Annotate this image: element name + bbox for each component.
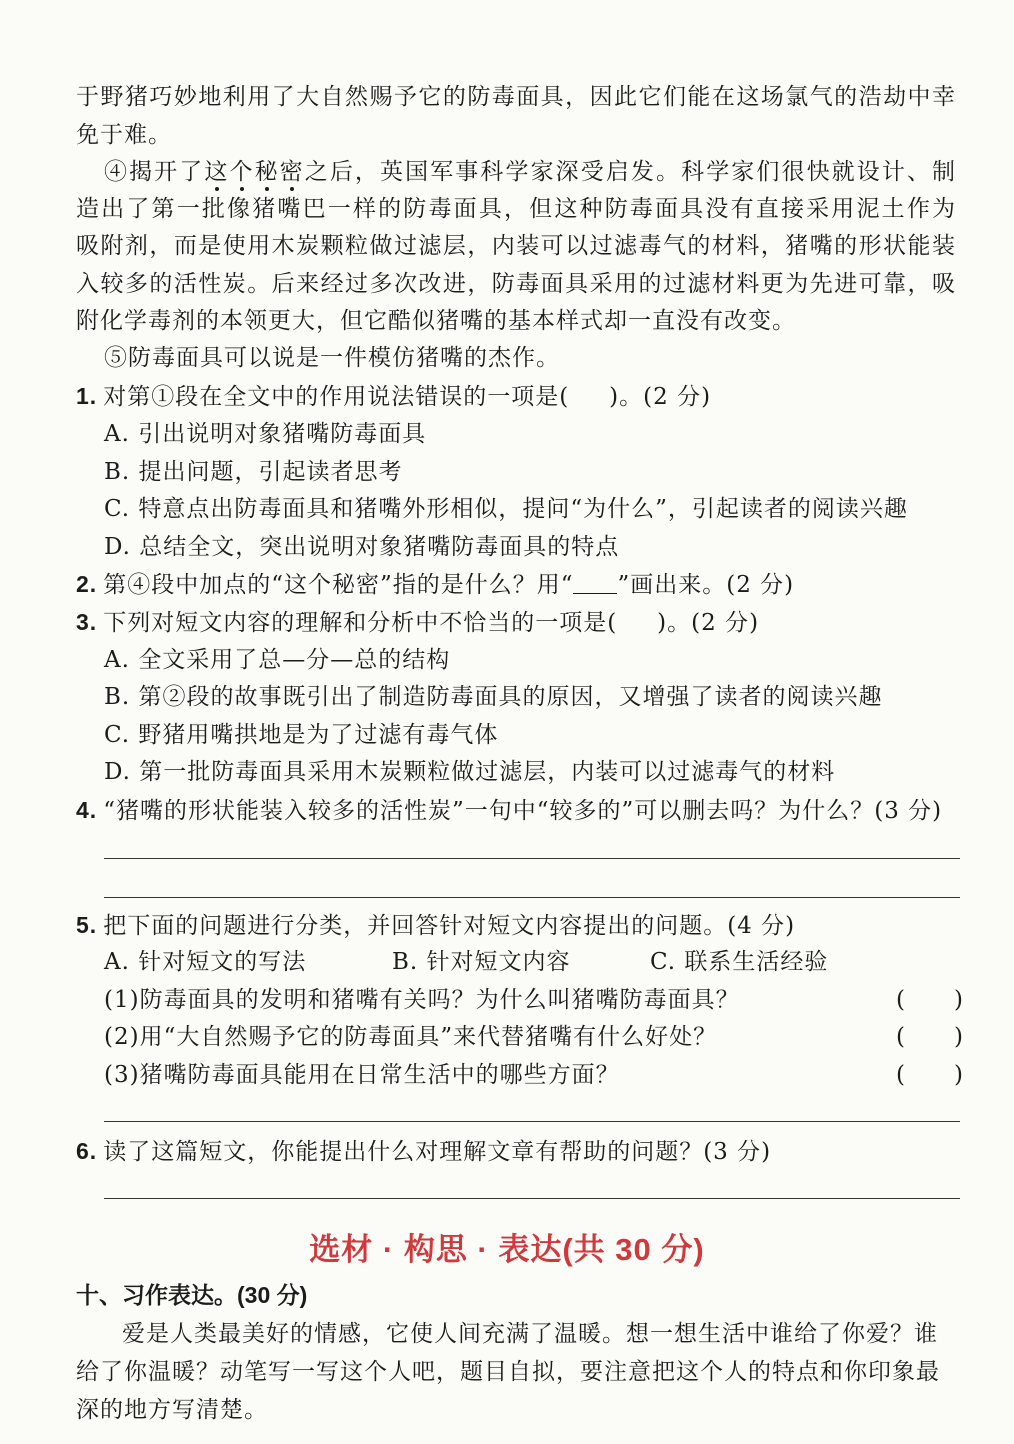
- dotted-char: 这: [204, 159, 230, 185]
- question-points: )。(2 分): [609, 384, 712, 410]
- category-c: C. 联系生活经验: [650, 949, 829, 975]
- dotted-char: 秘: [254, 159, 280, 185]
- subquestion-text: (2)用“大自然赐予它的防毒面具”来代替猪嘴有什么好处？: [104, 1024, 718, 1050]
- task-title: 十、习作表达。(30 分): [76, 1282, 308, 1308]
- answer-paren[interactable]: ( ): [896, 1024, 964, 1050]
- answer-paren[interactable]: ( ): [896, 1062, 964, 1088]
- question-1: [76, 381, 711, 412]
- question-6: [76, 1136, 771, 1167]
- answer-line[interactable]: [104, 1198, 960, 1199]
- option-b: B. 提出问题，引起读者思考: [104, 459, 403, 485]
- dotted-char: 个: [229, 159, 255, 185]
- question-number: 2.: [76, 571, 98, 597]
- question-text: “猪嘴的形状能装入较多的活性炭”一句中“较多的”可以删去吗？为什么？(3 分): [103, 798, 943, 824]
- question-text: 读了这篇短文，你能提出什么对理解文章有帮助的问题？(3 分): [103, 1139, 772, 1165]
- option-d: D. 总结全文，突出说明对象猪嘴防毒面具的特点: [104, 534, 620, 560]
- category-a: A. 针对短文的写法: [104, 949, 307, 975]
- subquestion-2: [104, 1022, 964, 1052]
- question-text: 对第①段在全文中的作用说法错误的一项是(: [103, 384, 570, 410]
- answer-paren[interactable]: ( ): [896, 987, 964, 1013]
- passage-line: 免于难。: [76, 122, 172, 148]
- answer-line[interactable]: [104, 858, 960, 859]
- answer-line[interactable]: [104, 897, 960, 898]
- subquestion-1: [104, 985, 964, 1015]
- dotted-char: 密: [279, 159, 305, 185]
- subquestion-3: [104, 1060, 964, 1090]
- answer-line[interactable]: [104, 1121, 960, 1122]
- question-number: 3.: [76, 609, 98, 635]
- passage-line: 附化学毒剂的本领更大，但它酷似猪嘴的基本样式却一直没有改变。: [76, 308, 796, 334]
- paragraph-4-rest: 之后，英国军事科学家深受启发。科学家们很快就设计、制: [304, 159, 957, 185]
- category-b: B. 针对短文内容: [392, 949, 571, 975]
- subquestion-text: (1)防毒面具的发明和猪嘴有关吗？为什么叫猪嘴防毒面具？: [104, 987, 740, 1013]
- option-a: A. 全文采用了总—分—总的结构: [104, 647, 451, 673]
- option-a: A. 引出说明对象猪嘴防毒面具: [104, 421, 427, 447]
- passage-line: 造出了第一批像猪嘴巴一样的防毒面具，但这种防毒面具没有直接采用泥土作为: [76, 196, 956, 222]
- question-points: )。(2 分): [657, 610, 760, 636]
- option-d: D. 第一批防毒面具采用木炭颗粒做过滤层，内装可以过滤毒气的材料: [104, 759, 836, 785]
- question-number: 6.: [76, 1138, 98, 1164]
- paragraph-4-first-line: [104, 157, 956, 187]
- question-5: [76, 910, 795, 941]
- underline-mark: [573, 573, 617, 594]
- question-number: 4.: [76, 797, 98, 823]
- question-number: 1.: [76, 383, 98, 409]
- question-3: [76, 607, 759, 638]
- question-text: 第④段中加点的“这个秘密”指的是什么？用“: [103, 572, 574, 598]
- question-number: 5.: [76, 912, 98, 938]
- passage-line: 于野猪巧妙地利用了大自然赐予它的防毒面具，因此它们能在这场氯气的浩劫中幸: [76, 84, 956, 110]
- question-text: 把下面的问题进行分类，并回答针对短文内容提出的问题。(4 分): [103, 913, 796, 939]
- question-text: 下列对短文内容的理解和分析中不恰当的一项是(: [103, 610, 618, 636]
- option-b: B. 第②段的故事既引出了制造防毒面具的原因，又增强了读者的阅读兴趣: [104, 684, 883, 710]
- question-points: ”画出来。(2 分): [617, 572, 795, 598]
- question-2: [76, 569, 794, 600]
- passage-line: 吸附剂，而是使用木炭颗粒做过滤层，内装可以过滤毒气的材料，猪嘴的形状能装: [76, 233, 956, 259]
- option-c: C. 特意点出防毒面具和猪嘴外形相似，提问“为什么”，引起读者的阅读兴趣: [104, 496, 908, 522]
- question-4: [76, 795, 942, 826]
- option-c: C. 野猪用嘴拱地是为了过滤有毒气体: [104, 722, 499, 748]
- paragraph-5: ⑤防毒面具可以说是一件模仿猪嘴的杰作。: [104, 345, 560, 371]
- subquestion-text: (3)猪嘴防毒面具能用在日常生活中的哪些方面？: [104, 1062, 620, 1088]
- section-title: 选材 · 构思 · 表达(共 30 分): [309, 1232, 705, 1267]
- category-row: [104, 947, 828, 977]
- passage-line: 入较多的活性炭。后来经过多次改进，防毒面具采用的过滤材料更为先进可靠，吸: [76, 271, 956, 297]
- essay-prompt: [76, 1315, 960, 1429]
- paragraph-4-start: ④揭开了: [104, 159, 205, 185]
- essay-prompt-text: 爱是人类最美好的情感，它使人间充满了温暖。想一想生活中谁给了你爱？谁给了你温暖？动笔写一写这个人吧，题目自拟，要注意把这个人的特点和你印象最深的地方写清楚。: [76, 1321, 940, 1423]
